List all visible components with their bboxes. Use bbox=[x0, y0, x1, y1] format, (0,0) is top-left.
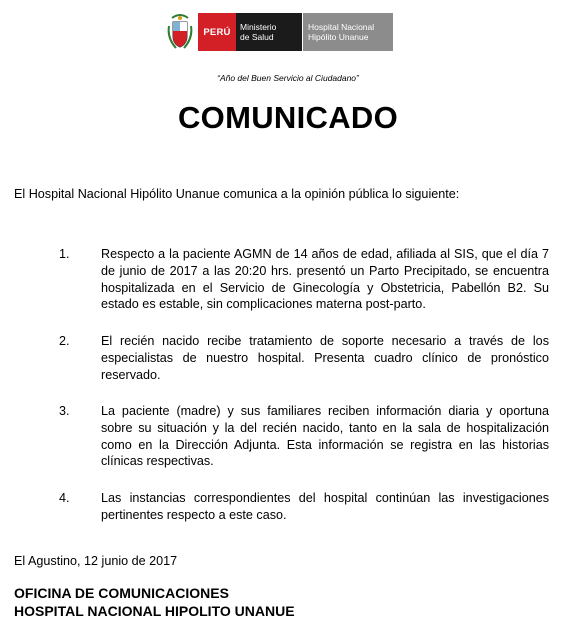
list-item-number: 3. bbox=[59, 404, 70, 418]
list-item-text: El recién nacido recibe tratamiento de soporte necesario a través de los especialistas de nuestro hospital. Presenta cuadro clínico de pronóstico reservado. bbox=[101, 334, 549, 382]
coat-of-arms-icon bbox=[166, 12, 194, 52]
date-line: El Agustino, 12 junio de 2017 bbox=[14, 554, 178, 568]
list-item-text: La paciente (madre) y sus familiares reciben información diaria y oportuna sobre su situación y la del recién nacido, tanto en la sala de hospitalización como en la Dirección Adjunta. Esta información se registra en las historias clínicas respectivas. bbox=[101, 404, 549, 469]
list-item-text: Respecto a la paciente AGMN de 14 años de edad, afiliada al SIS, que el día 7 de junio de 2017 a las 20:20 hrs. presentó un Parto Precipitado, se encuentra hospitalizada en el Servicio de Ginecología y Obstetricia, Pabellón B2. Su estado es estable, sin complicaciones materna post-parto. bbox=[101, 247, 549, 312]
ministry-line-1: Ministerio bbox=[240, 22, 277, 32]
signature-hospital: HOSPITAL NACIONAL HIPOLITO UNANUE bbox=[14, 603, 295, 619]
peru-label: PERÚ bbox=[198, 13, 236, 51]
intro-paragraph: El Hospital Nacional Hipólito Unanue comunica a la opinión pública lo siguiente: bbox=[14, 187, 460, 201]
page-title: COMUNICADO bbox=[178, 100, 398, 135]
institutional-header bbox=[166, 12, 396, 52]
ministry-line-2: de Salud bbox=[240, 32, 274, 42]
signature-office: OFICINA DE COMUNICACIONES bbox=[14, 585, 229, 601]
list-item-number: 1. bbox=[59, 247, 70, 261]
list-item-number: 4. bbox=[59, 491, 70, 505]
year-motto: “Año del Buen Servicio al Ciudadano” bbox=[217, 73, 359, 83]
hospital-line-2: Hipólito Unanue bbox=[308, 32, 369, 42]
list-item-number: 2. bbox=[59, 334, 70, 348]
signature-block bbox=[14, 584, 295, 620]
hospital-label bbox=[303, 13, 393, 51]
list-item-text: Las instancias correspondientes del hospital continúan las investigaciones pertinentes respecto a este caso. bbox=[101, 491, 549, 522]
ministry-label bbox=[236, 13, 302, 51]
hospital-line-1: Hospital Nacional bbox=[308, 22, 375, 32]
